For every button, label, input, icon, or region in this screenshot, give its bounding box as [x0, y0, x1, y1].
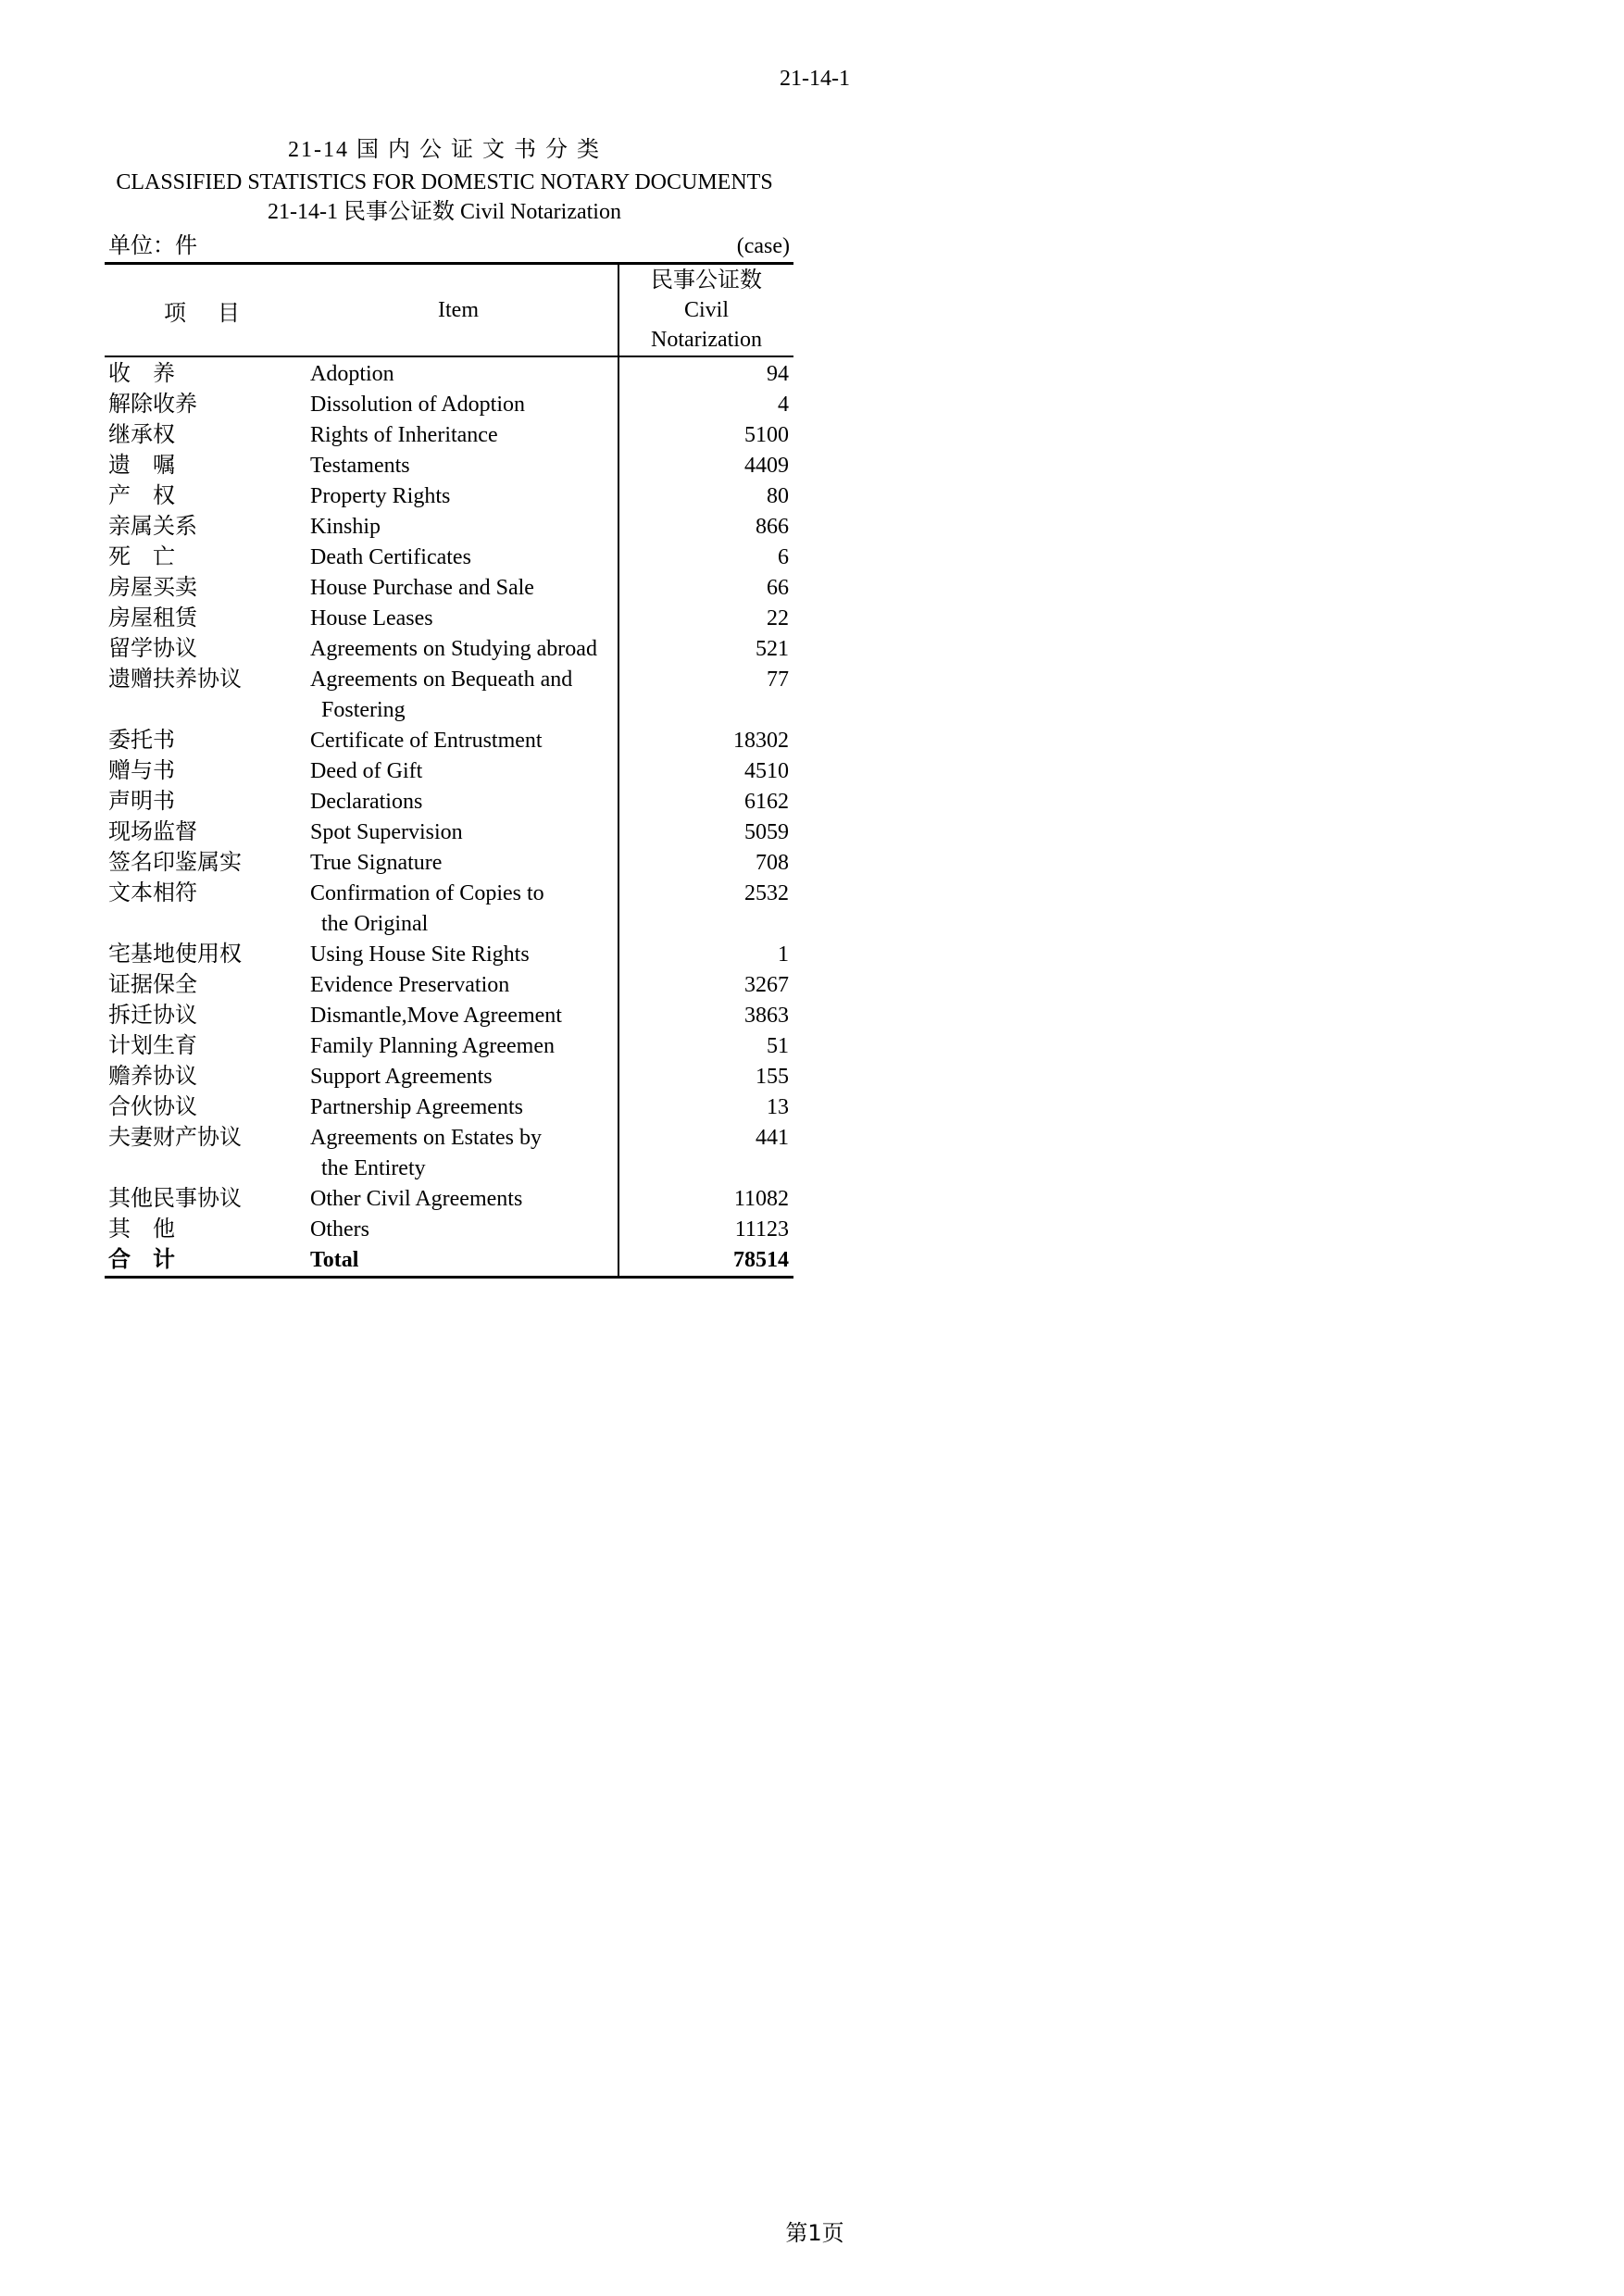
row-item-english-line1: Confirmation of Copies to: [310, 881, 544, 905]
row-item-english-line1: Spot Supervision: [310, 820, 463, 844]
row-item-english-line1: Support Agreements: [310, 1065, 493, 1089]
row-value: 66: [618, 573, 793, 604]
table-row: [105, 573, 793, 604]
row-item-english-line1: Certificate of Entrustment: [310, 729, 543, 753]
row-value: 18302: [618, 726, 793, 756]
row-item-english: [299, 1123, 618, 1184]
row-item-chinese: 产 权: [108, 484, 175, 508]
page-footer: 第1页: [785, 2220, 844, 2246]
row-item-chinese: 委托书: [108, 729, 175, 753]
row-value: 3863: [618, 1001, 793, 1031]
table-row: [105, 604, 793, 634]
row-item-chinese: 签名印鉴属实: [108, 851, 242, 875]
table-row: [105, 1215, 793, 1245]
row-item-chinese: 宅基地使用权: [108, 942, 242, 967]
row-value: 1: [618, 940, 793, 970]
table-row: [105, 543, 793, 573]
row-item-english-line1: Property Rights: [310, 484, 451, 508]
row-item-chinese: 死 亡: [108, 545, 175, 569]
table-row: [105, 512, 793, 543]
table-row: [105, 817, 793, 848]
row-item-english: [299, 451, 618, 481]
row-item-chinese: 证据保全: [108, 973, 197, 997]
row-item-chinese: 夫妻财产协议: [108, 1126, 242, 1150]
row-item-english: [299, 1001, 618, 1031]
row-item-english: [299, 512, 618, 543]
row-value: 80: [618, 481, 793, 512]
table-row: [105, 756, 793, 787]
row-item-english: [299, 726, 618, 756]
row-item-english-line1: Other Civil Agreements: [310, 1187, 523, 1211]
row-item-english: [299, 787, 618, 817]
notary-table: [105, 262, 793, 1279]
row-value: 155: [618, 1062, 793, 1092]
row-item-english-line1: Dismantle,Move Agreement: [310, 1004, 562, 1028]
row-item-english-line1: Agreements on Studying abroad: [310, 637, 597, 661]
row-item-chinese: 文本相符: [108, 881, 197, 905]
unit-row: [105, 231, 793, 261]
row-item-english-line1: Agreements on Estates by: [310, 1126, 542, 1150]
page-code: 21-14-1: [780, 67, 850, 91]
row-item-english: [299, 1184, 618, 1215]
row-item-english-line1: House Purchase and Sale: [310, 576, 534, 600]
row-item-english: [299, 665, 618, 726]
row-item-chinese: 房屋租赁: [108, 606, 197, 630]
row-item-english: [299, 356, 618, 390]
row-item-english-line1: Dissolution of Adoption: [310, 393, 526, 417]
row-item-chinese: 赡养协议: [108, 1065, 197, 1089]
table-row: [105, 665, 793, 726]
row-item-english: [299, 1031, 618, 1062]
header-civil-notarization: [618, 264, 793, 357]
row-item-english-line1: Agreements on Bequeath and: [310, 668, 573, 692]
row-value: 22: [618, 604, 793, 634]
row-item-english-line1: Evidence Preservation: [310, 973, 510, 997]
row-item-english: [299, 604, 618, 634]
row-item-chinese: 其他民事协议: [108, 1187, 242, 1211]
row-item-english-line1: Others: [310, 1217, 369, 1242]
row-item-chinese: 遗赠扶养协议: [108, 668, 242, 692]
unit-label-chinese: 单位：件: [108, 234, 197, 258]
row-item-chinese: 收 养: [108, 362, 175, 386]
row-value: 4: [618, 390, 793, 420]
row-item-english: [299, 420, 618, 451]
row-value: 5059: [618, 817, 793, 848]
row-item-english: [299, 1062, 618, 1092]
table-row: [105, 970, 793, 1001]
table-row: [105, 451, 793, 481]
table-row: [105, 1092, 793, 1123]
row-value: 51: [618, 1031, 793, 1062]
table-row: [105, 1001, 793, 1031]
row-item-english-line1: Adoption: [310, 362, 394, 386]
row-value: 11082: [618, 1184, 793, 1215]
row-item-chinese: 计划生育: [108, 1034, 197, 1058]
row-value: 521: [618, 634, 793, 665]
header-item-chinese-text: 项目: [164, 301, 271, 326]
row-value: 441: [618, 1123, 793, 1184]
table-row: [105, 1184, 793, 1215]
table-subtitle: 21-14-1 民事公证数 Civil Notarization: [268, 200, 621, 224]
row-item-english: [299, 634, 618, 665]
row-value: 77: [618, 665, 793, 726]
row-value: 5100: [618, 420, 793, 451]
total-row: [105, 1245, 793, 1278]
row-item-english: [299, 940, 618, 970]
row-value: 6162: [618, 787, 793, 817]
row-item-english: [299, 1215, 618, 1245]
row-value: 13: [618, 1092, 793, 1123]
row-value: 2532: [618, 879, 793, 940]
row-value: 866: [618, 512, 793, 543]
table-row: [105, 1031, 793, 1062]
row-item-chinese: 留学协议: [108, 637, 197, 661]
row-item-chinese: 现场监督: [108, 820, 197, 844]
table-row: [105, 848, 793, 879]
table-row: [105, 940, 793, 970]
row-item-chinese: 房屋买卖: [108, 576, 197, 600]
row-item-chinese: 拆迁协议: [108, 1004, 197, 1028]
header-item-chinese: [105, 264, 299, 357]
table-header-row: [105, 264, 793, 357]
row-value: 94: [618, 356, 793, 390]
row-item-english: [299, 817, 618, 848]
row-item-english: [299, 390, 618, 420]
table-row: [105, 1062, 793, 1092]
row-item-english: [299, 970, 618, 1001]
row-item-chinese: 遗 嘱: [108, 454, 175, 478]
row-item-english: [299, 756, 618, 787]
row-item-english-line1: Rights of Inheritance: [310, 423, 498, 447]
unit-label-english: (case): [736, 234, 790, 258]
header-col3-line3: Notarization: [651, 328, 762, 352]
table-row: [105, 634, 793, 665]
row-value: 708: [618, 848, 793, 879]
row-item-english-line1: Deed of Gift: [310, 759, 423, 783]
row-item-english-line1: Kinship: [310, 515, 381, 539]
table-title-chinese: 21-14 国 内 公 证 文 书 分 类: [288, 138, 601, 162]
table-row: [105, 481, 793, 512]
row-item-english: [299, 573, 618, 604]
row-item-english-line2: Fostering: [321, 698, 406, 722]
table-row: [105, 356, 793, 390]
table-row: [105, 1123, 793, 1184]
header-item-english: Item: [299, 264, 618, 357]
table-body: [105, 356, 793, 1278]
header-col3-line2: Civil: [683, 298, 729, 322]
row-item-english-line2: the Original: [321, 912, 429, 936]
total-label-english: Total: [299, 1245, 618, 1278]
row-item-english-line1: Partnership Agreements: [310, 1095, 523, 1119]
row-item-chinese: 其 他: [108, 1217, 175, 1242]
table-row: [105, 787, 793, 817]
row-item-chinese: 合伙协议: [108, 1095, 197, 1119]
row-item-english: [299, 879, 618, 940]
table-row: [105, 390, 793, 420]
row-item-english-line2: the Entirety: [321, 1156, 426, 1180]
row-item-english: [299, 848, 618, 879]
header-col3-line1: 民事公证数: [651, 268, 762, 293]
row-item-english-line1: Using House Site Rights: [310, 942, 530, 967]
row-item-english-line1: Family Planning Agreemen: [310, 1034, 555, 1058]
row-item-english-line1: True Signature: [310, 851, 443, 875]
row-item-english: [299, 481, 618, 512]
row-item-chinese: 声明书: [108, 790, 175, 814]
row-item-english-line1: Testaments: [310, 454, 410, 478]
row-value: 6: [618, 543, 793, 573]
total-value: 78514: [618, 1245, 793, 1278]
table-row: [105, 879, 793, 940]
row-item-english-line1: Declarations: [310, 790, 423, 814]
row-value: 3267: [618, 970, 793, 1001]
row-item-english: [299, 1092, 618, 1123]
row-item-english: [299, 543, 618, 573]
row-item-chinese: 赠与书: [108, 759, 175, 783]
row-value: 11123: [618, 1215, 793, 1245]
table-title-english: CLASSIFIED STATISTICS FOR DOMESTIC NOTARY DOCUMENTS: [116, 170, 773, 194]
table-row: [105, 420, 793, 451]
total-label-chinese: 合 计: [105, 1245, 299, 1278]
row-value: 4510: [618, 756, 793, 787]
row-value: 4409: [618, 451, 793, 481]
row-item-english-line1: Death Certificates: [310, 545, 471, 569]
row-item-english-line1: House Leases: [310, 606, 433, 630]
row-item-chinese: 解除收养: [108, 393, 197, 417]
row-item-chinese: 继承权: [108, 423, 175, 447]
row-item-chinese: 亲属关系: [108, 515, 197, 539]
table-row: [105, 726, 793, 756]
